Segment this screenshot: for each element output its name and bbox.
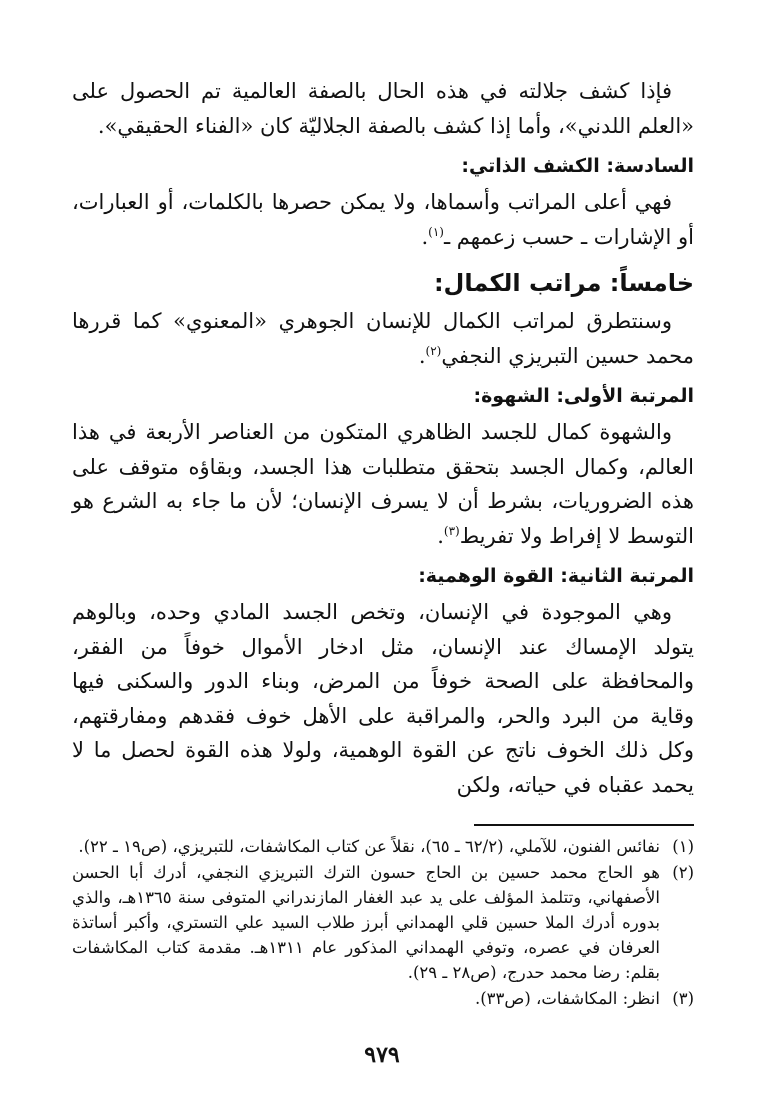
footnote-ref-3[interactable]: (٣) <box>443 523 460 538</box>
footnote-text: انظر: المكاشفات، (ص٣٣). <box>474 989 660 1008</box>
footnote-text: نفائس الفنون، للآملي، (٦٢/٢ ـ ٦٥)، نقلاً عن كتاب المكاشفات، للتبريزي، (ص١٩ ـ ٢٢). <box>78 837 660 856</box>
heading-rank-one: المرتبة الأولى: الشهوة: <box>473 385 694 407</box>
footnote-2 <box>72 860 694 985</box>
footnote-number: (٣) <box>672 989 694 1008</box>
paragraph-sixth-level <box>72 185 694 254</box>
footnote-separator <box>474 824 694 826</box>
paragraph-sixth-text: فهي أعلى المراتب وأسماها، ولا يمكن حصرها بالكلمات، أو العبارات، أو الإشارات ـ حسب زعمهم ـ <box>72 190 694 249</box>
paragraph-sixth-end: . <box>421 224 429 249</box>
paragraph-rank-one-end: . <box>437 523 444 548</box>
footnote-ref-1[interactable]: (١) <box>428 224 444 239</box>
paragraph-perfection-text: وسنتطرق لمراتب الكمال للإنسان الجوهري «المعنوي» كما قررها محمد حسين التبريزي النجفي <box>72 309 694 368</box>
paragraph-intro: فإذا كشف جلالته في هذه الحال بالصفة العالمية تم الحصول على «العلم اللدني»، وأما إذا كشف بالصفة الجلاليّة كان «الفناء الحقيقي». <box>72 79 694 138</box>
footnote-number: (٢) <box>672 863 694 882</box>
paragraph-rank-one-text: والشهوة كمال للجسد الظاهري المتكون من العناصر الأربعة في هذا العالم، وكمال الجسد بتحقق متطلبات هذا الجسد، وبقاؤه متوقف على هذه الضروريات، بشرط أن لا يسرف الإنسان؛ لأن ما جاء به الشرع هو التوسط لا إفراط ولا تفريط <box>72 420 695 548</box>
footnote-number: (١) <box>672 837 694 856</box>
footnote-ref-2[interactable]: (٢) <box>425 343 442 358</box>
footnote-1 <box>72 834 694 859</box>
paragraph-perfection-ranks <box>72 304 694 373</box>
paragraph-rank-one <box>72 415 694 553</box>
footnote-3 <box>72 986 694 1011</box>
paragraph-perfection-end: . <box>418 343 426 368</box>
footnote-text: هو الحاج محمد حسين بن الحاج حسون الترك التبريزي النجفي، أدرك أبا الحسن الأصفهاني، وتتلمذ المؤلف على يد عبد الغفار المازندراني المتوفى سنة ١٣٦٥هـ، والذي بدوره أدرك الملا حسين قلي الهمداني أبرز طلاب السيد علي التستري، وأكبر أساتذة العرفان في عصره، وتوفي الهمداني المذكور عام ١٣١١هـ. مقدمة كتاب المكاشفات بقلم: رضا محمد حدرج، (ص٢٨ ـ ٢٩). <box>72 863 661 982</box>
heading-perfection-ranks: خامساً: مراتب الكمال: <box>433 269 694 297</box>
heading-sixth-level: السادسة: الكشف الذاتي: <box>461 155 694 177</box>
heading-rank-two: المرتبة الثانية: القوة الوهمية: <box>418 565 694 587</box>
paragraph-rank-two: وهي الموجودة في الإنسان، وتخص الجسد المادي وحده، وبالوهم يتولد الإمساك عند الإنسان، مثل ادخار الأموال خوفاً من الفقر، والمحافظة على الصحة خوفاً من المرض، وبناء الدور والسكنى فيها وقاية من البرد والحر، والمراقبة على الأهل خوف فقدهم ومفارقتهم، وكل ذلك الخوف ناتج عن القوة الوهمية، ولولا هذه القوة لحصل ما لا يحمد عقباه في حياته، ولكن <box>72 600 694 797</box>
page-number: ٩٧٩ <box>364 1042 400 1068</box>
